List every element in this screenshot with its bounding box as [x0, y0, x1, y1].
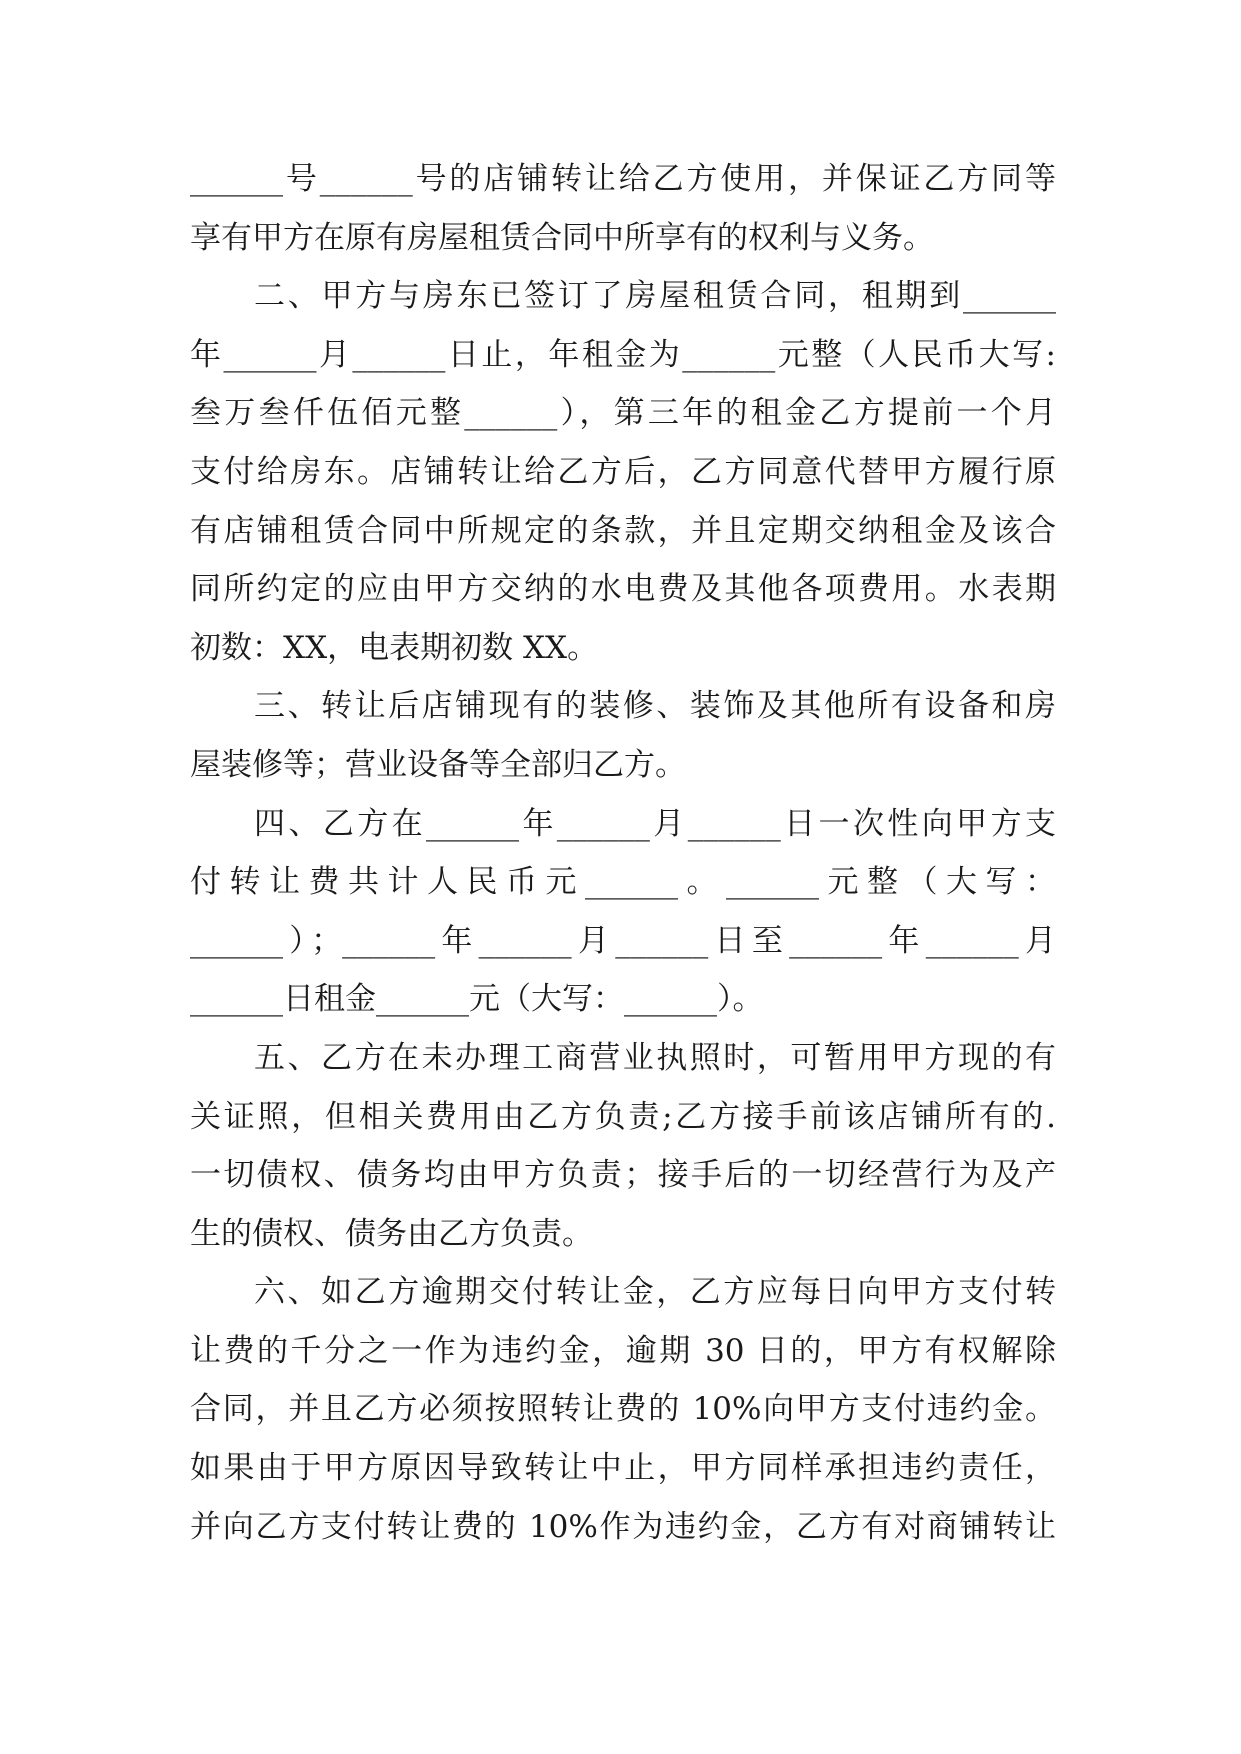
clause-3-line: 三、转让后店铺现有的装修、装饰及其他所有设备和房 — [254, 688, 1056, 725]
text-line: 一切债权、债务均由甲方负责；接手后的一切经营行为及产 — [190, 1157, 1056, 1194]
clause-2-line: 二、甲方与房东已签订了房屋租赁合同，租期到______ — [254, 278, 1056, 315]
text-line: 并向乙方支付转让费的 10%作为违约金，乙方有对商铺转让 — [190, 1508, 1056, 1545]
text-line: 初数：XX，电表期初数 XX。 — [190, 629, 599, 666]
text-line: 生的债权、债务由乙方负责。 — [190, 1215, 593, 1252]
text-line: 享有甲方在原有房屋租赁合同中所享有的权利与义务。 — [190, 219, 934, 256]
text-line: 有店铺租赁合同中所规定的条款，并且定期交纳租金及该合 — [190, 512, 1056, 549]
text-line: 支付给房东。店铺转让给乙方后，乙方同意代替甲方履行原 — [190, 453, 1056, 490]
text-line: ______日租金______元（大写：______）。 — [190, 981, 764, 1018]
clause-5-line: 五、乙方在未办理工商营业执照时，可暂用甲方现的有 — [254, 1039, 1056, 1076]
clause-4-line: 四、乙方在______年______月______日一次性向甲方支 — [254, 805, 1056, 842]
text-line: ______）；______年______月______日至______年______月 — [190, 922, 1056, 959]
text-line: 叁万叁仟伍佰元整______），第三年的租金乙方提前一个月 — [190, 395, 1056, 432]
text-line: 同所约定的应由甲方交纳的水电费及其他各项费用。水表期 — [190, 571, 1056, 608]
clause-6-line: 六、如乙方逾期交付转让金，乙方应每日向甲方支付转 — [254, 1274, 1056, 1311]
text-line: 年______月______日止，年租金为______元整（人民币大写: — [190, 336, 1056, 373]
text-line: 关证照，但相关费用由乙方负责;乙方接手前该店铺所有的. — [190, 1098, 1056, 1135]
text-line: 如果由于甲方原因导致转让中止，甲方同样承担违约责任， — [190, 1450, 1056, 1487]
text-line: ______号______号的店铺转让给乙方使用，并保证乙方同等 — [190, 161, 1056, 197]
text-line: 屋装修等；营业设备等全部归乙方。 — [190, 746, 686, 783]
text-line: 合同，并且乙方必须按照转让费的 10%向甲方支付违约金。 — [190, 1391, 1056, 1428]
document-page — [190, 150, 1056, 1556]
text-line: 让费的千分之一作为违约金，逾期 30 日的，甲方有权解除 — [190, 1332, 1056, 1369]
text-line: 付转让费共计人民币元______。______元整（大写： — [190, 864, 1056, 901]
